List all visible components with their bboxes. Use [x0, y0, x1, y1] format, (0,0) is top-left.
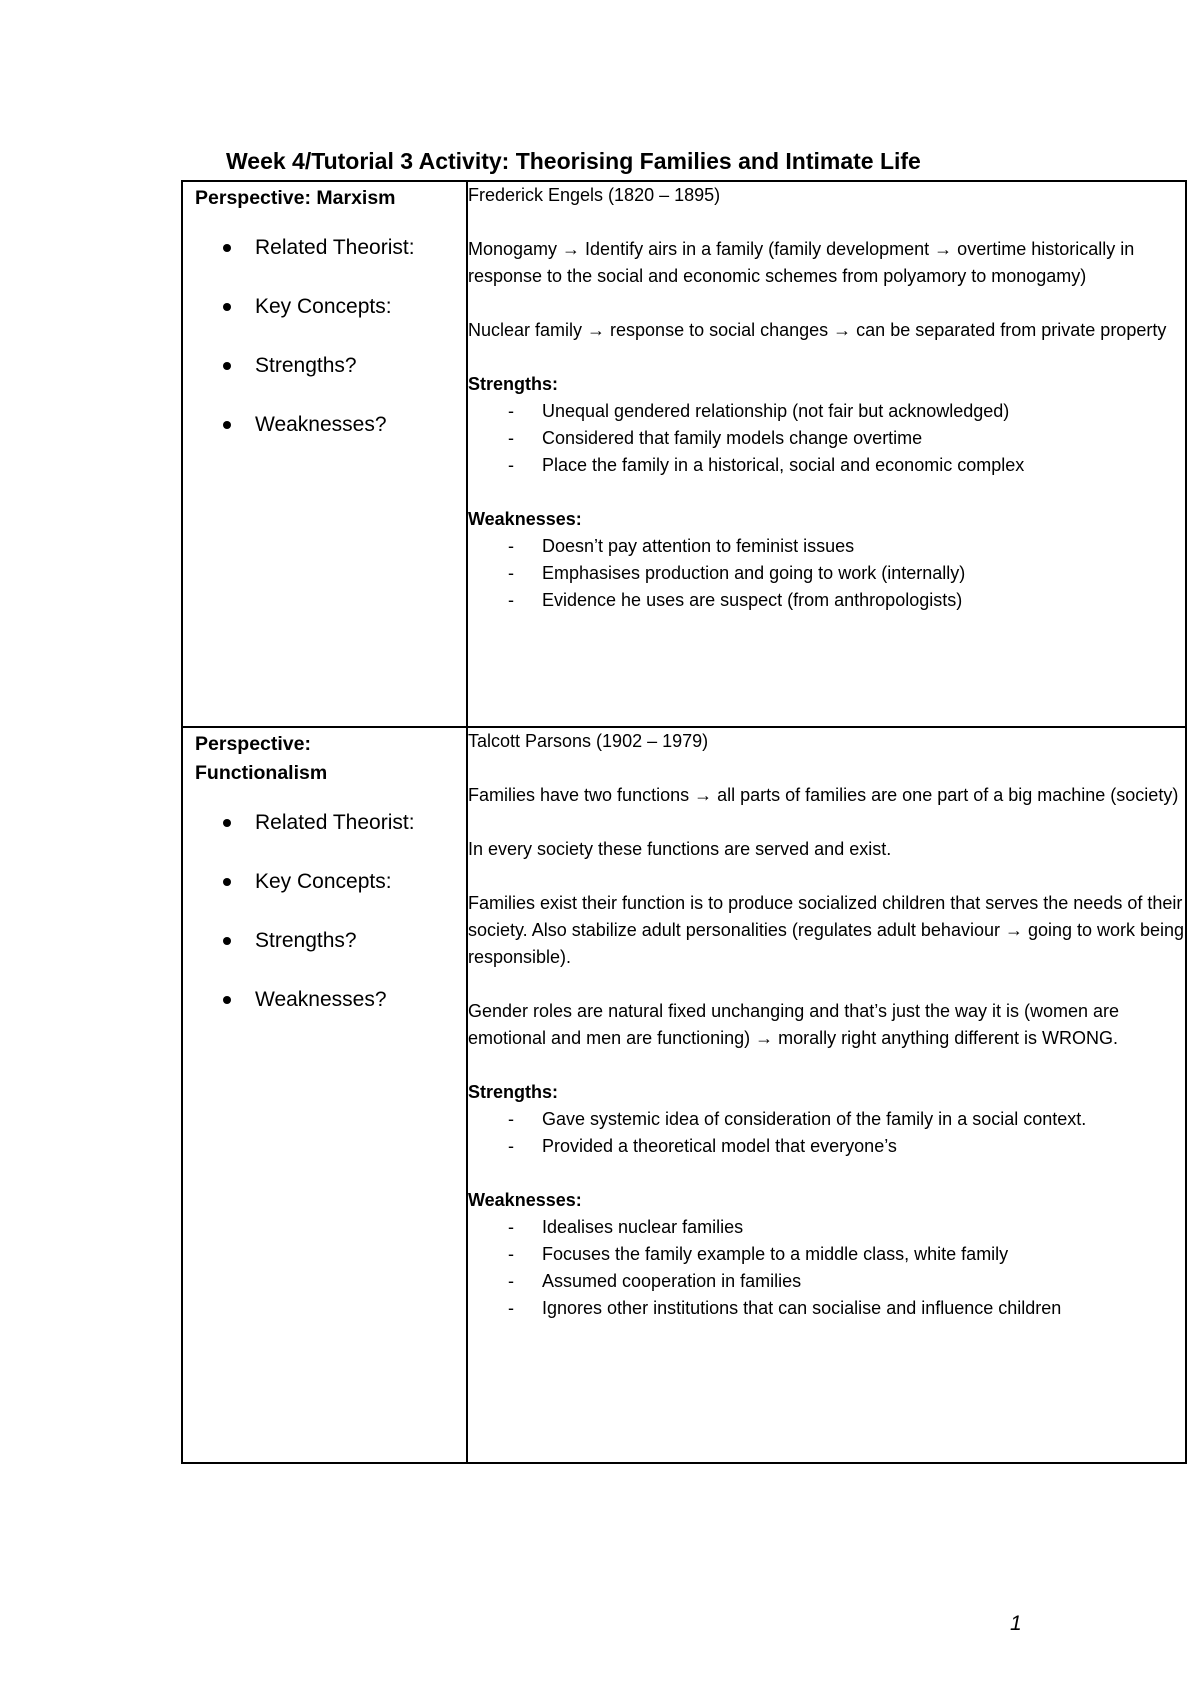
list-item: - Focuses the family example to a middle class, white family	[542, 1241, 1185, 1268]
functionalism-row	[182, 727, 1186, 1463]
list-item: - Assumed cooperation in families	[542, 1268, 1185, 1295]
prompt-list	[183, 233, 466, 469]
key-concept: Nuclear family → response to social changes → can be separated from private property	[468, 320, 1167, 340]
strengths-heading: Strengths:	[468, 1082, 558, 1102]
strengths-list	[468, 398, 1185, 479]
page-number: 1	[1010, 1612, 1022, 1635]
perspective-heading-line: Perspective:	[195, 733, 311, 755]
perspective-heading-line: Functionalism	[195, 762, 328, 784]
prompt-related-theorist: Related Theorist:	[221, 808, 466, 867]
perspective-heading: Perspective: Marxism	[195, 187, 396, 209]
list-item: - Emphasises production and going to work (internally)	[542, 560, 1185, 587]
functionalism-answer-cell	[467, 727, 1186, 1463]
weaknesses-list	[468, 533, 1185, 614]
key-concept: Families exist their function is to produce socialized children that serves the needs of their society. Also stabilize adult personalities (regulates adult behaviour → going to work being responsible).	[468, 893, 1185, 967]
marxism-prompt-cell	[182, 181, 467, 727]
list-item: - Considered that family models change overtime	[542, 425, 1185, 452]
strengths-list	[468, 1106, 1185, 1160]
prompt-weaknesses: Weaknesses?	[221, 410, 466, 469]
weaknesses-list	[468, 1214, 1185, 1322]
key-concept: Families have two functions → all parts of families are one part of a big machine (society)	[468, 785, 1179, 805]
prompt-key-concepts: Key Concepts:	[221, 292, 466, 351]
marxism-answer-cell	[467, 181, 1186, 727]
functionalism-prompt-cell	[182, 727, 467, 1463]
key-concept: Gender roles are natural fixed unchanging and that’s just the way it is (women are emotional and men are functioning) → morally right anything different is WRONG.	[468, 1001, 1120, 1048]
key-concept: In every society these functions are served and exist.	[468, 839, 892, 859]
strengths-heading: Strengths:	[468, 374, 558, 394]
weaknesses-heading: Weaknesses:	[468, 509, 582, 529]
list-item: - Unequal gendered relationship (not fair but acknowledged)	[542, 398, 1185, 425]
activity-table	[181, 180, 1187, 1464]
list-item: - Provided a theoretical model that everyone’s	[542, 1133, 1185, 1160]
prompt-strengths: Strengths?	[221, 351, 466, 410]
marxism-row	[182, 181, 1186, 727]
prompt-weaknesses: Weaknesses?	[221, 985, 466, 1044]
key-concept: Monogamy → Identify airs in a family (family development → overtime historically in response to the social and economic schemes from polyamory to monogamy)	[468, 239, 1135, 286]
list-item: - Ignores other institutions that can socialise and influence children	[542, 1295, 1185, 1322]
list-item: - Evidence he uses are suspect (from anthropologists)	[542, 587, 1185, 614]
theorist-name: Talcott Parsons (1902 – 1979)	[468, 731, 709, 751]
list-item: - Idealises nuclear families	[542, 1214, 1185, 1241]
perspective-heading	[183, 728, 466, 788]
theorist-name: Frederick Engels (1820 – 1895)	[468, 185, 721, 205]
prompt-key-concepts: Key Concepts:	[221, 867, 466, 926]
list-item: - Doesn’t pay attention to feminist issues	[542, 533, 1185, 560]
prompt-list	[183, 808, 466, 1044]
list-item: - Gave systemic idea of consideration of the family in a social context.	[542, 1106, 1185, 1133]
weaknesses-heading: Weaknesses:	[468, 1190, 582, 1210]
prompt-related-theorist: Related Theorist:	[221, 233, 466, 292]
list-item: - Place the family in a historical, social and economic complex	[542, 452, 1185, 479]
prompt-strengths: Strengths?	[221, 926, 466, 985]
document-title: Week 4/Tutorial 3 Activity: Theorising Families and Intimate Life	[226, 148, 921, 174]
